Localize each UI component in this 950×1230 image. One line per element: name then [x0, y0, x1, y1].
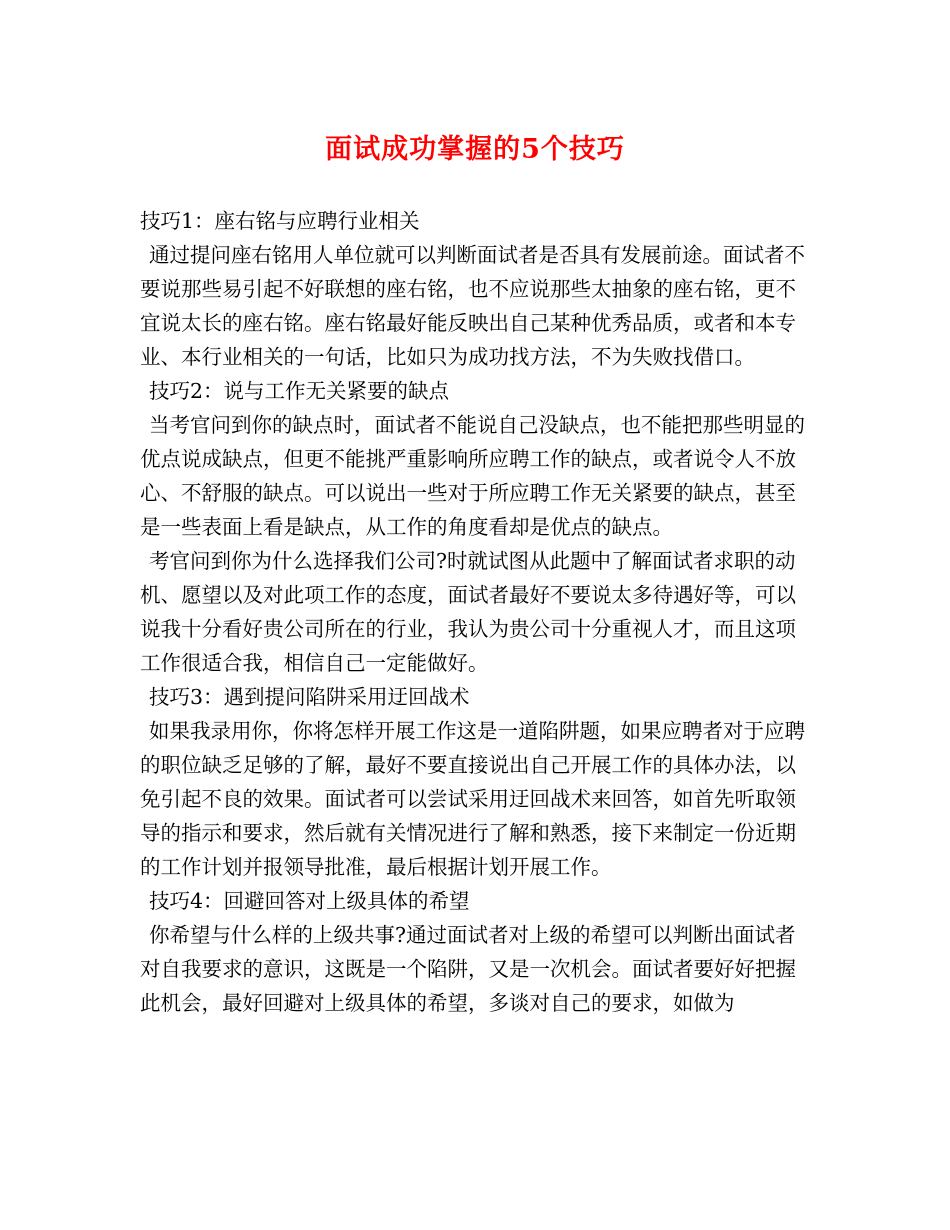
section-heading-4: 技巧4：回避回答对上级具体的希望 [149, 889, 470, 913]
section-heading-2: 技巧2：说与工作无关紧要的缺点 [149, 379, 450, 403]
paragraph: 考官问到你为什么选择我们公司?时就试图从此题中了解面试者求职的动机、愿望以及对此项工作的态度，面试者最好不要说太多待遇好等，可以说我十分看好贵公司所在的行业，我认为贵公司十分重视人才，而且这项工作很适合我，相信自己一定能做好。 [140, 549, 796, 675]
document-title: 面试成功掌握的5个技巧 [325, 134, 625, 165]
section-heading-1: 技巧1：座右铭与应聘行业相关 [140, 209, 420, 233]
section-heading-3: 技巧3：遇到提问陷阱采用迂回战术 [149, 685, 470, 709]
document-body [140, 204, 815, 1020]
paragraph: 当考官问到你的缺点时，面试者不能说自己没缺点，也不能把那些明显的优点说成缺点，但更不能挑严重影响所应聘工作的缺点，或者说令人不放心、不舒服的缺点。可以说出一些对于所应聘工作无关紧要的缺点，甚至是一些表面上看是缺点，从工作的角度看却是优点的缺点。 [140, 413, 805, 539]
paragraph: 你希望与什么样的上级共事?通过面试者对上级的希望可以判断出面试者对自我要求的意识，这既是一个陷阱，又是一次机会。面试者要好好把握此机会，最好回避对上级具体的希望，多谈对自己的要求，如做为 [140, 923, 796, 1015]
paragraph: 通过提问座右铭用人单位就可以判断面试者是否具有发展前途。面试者不要说那些易引起不好联想的座右铭，也不应说那些太抽象的座右铭，更不宜说太长的座右铭。座右铭最好能反映出自己某种优秀品质，或者和本专业、本行业相关的一句话，比如只为成功找方法，不为失败找借口。 [140, 243, 805, 369]
paragraph: 如果我录用你，你将怎样开展工作这是一道陷阱题，如果应聘者对于应聘的职位缺乏足够的了解，最好不要直接说出自己开展工作的具体办法，以免引起不良的效果。面试者可以尝试采用迂回战术来回答，如首先听取领导的指示和要求，然后就有关情况进行了解和熟悉，接下来制定一份近期的工作计划并报领导批准，最后根据计划开展工作。 [140, 719, 805, 879]
